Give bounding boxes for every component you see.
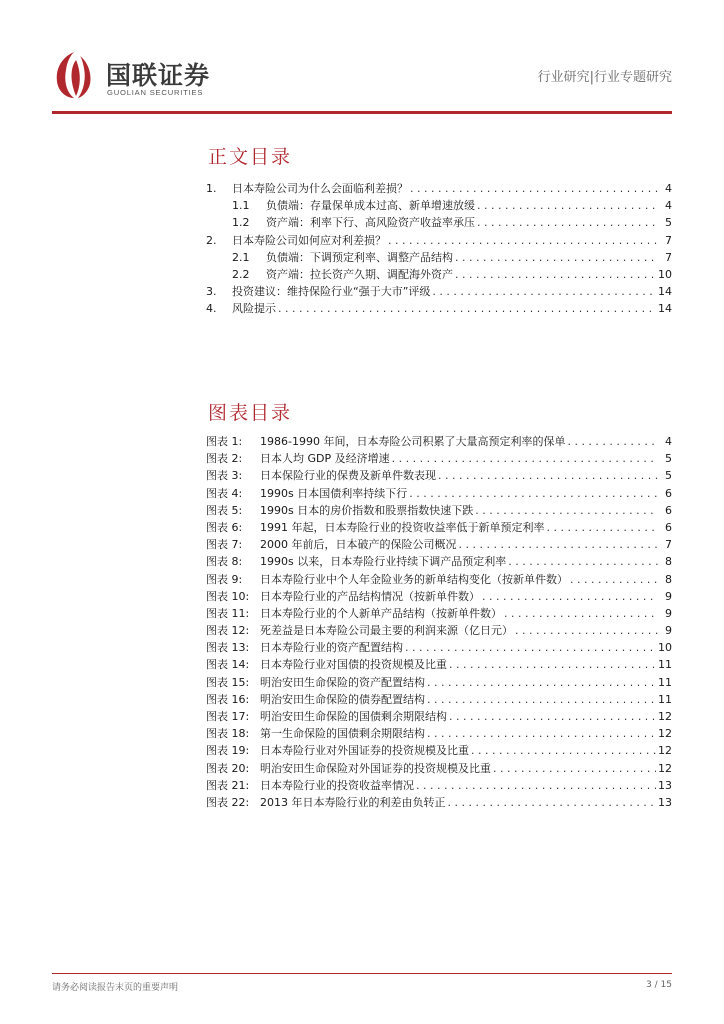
entry-text: 第一生命保险的国债剩余期限结构 xyxy=(260,727,425,741)
entry-number: 图表 8: xyxy=(206,555,243,569)
toc-entry[interactable] xyxy=(206,232,672,249)
entry-text: 日本寿险公司为什么会面临利差损？ xyxy=(232,182,408,195)
entry-text: 资产端：拉长资产久期、调配海外资产 xyxy=(266,267,453,281)
entry-page: 13 xyxy=(658,795,672,809)
entry-page: 9 xyxy=(665,606,672,620)
dot-leader xyxy=(477,214,658,231)
entry-number: 2.1 xyxy=(232,250,250,264)
dot-leader xyxy=(570,571,658,588)
dot-leader xyxy=(477,197,658,214)
entry-number: 图表 6: xyxy=(206,520,243,534)
entry-number: 图表 7: xyxy=(206,538,243,552)
entry-page: 12 xyxy=(658,761,672,775)
dot-leader xyxy=(459,536,659,553)
entry-text: 日本寿险行业的投资收益率情况 xyxy=(260,778,414,792)
entry-number: 图表 10: xyxy=(206,589,250,603)
toc-list xyxy=(206,180,672,318)
entry-page: 4 xyxy=(665,182,672,195)
dot-leader xyxy=(455,249,658,266)
entry-text: 投资建议：维持保险行业“强于大市”评级 xyxy=(232,285,431,299)
toc-entry[interactable] xyxy=(206,180,672,197)
entry-number: 图表 17: xyxy=(206,710,250,723)
entry-page: 7 xyxy=(665,538,672,552)
entry-page: 12 xyxy=(658,727,672,741)
report-category: 行业研究|行业专题研究 xyxy=(537,70,672,85)
entry-page: 10 xyxy=(658,641,672,655)
entry-number: 图表 22: xyxy=(206,795,250,809)
dot-leader xyxy=(449,708,656,725)
entry-text: 日本寿险行业对国债的投资规模及比重 xyxy=(260,658,447,672)
entry-text: 2013 年日本寿险行业的利差由负转正 xyxy=(260,795,446,809)
dot-leader xyxy=(410,180,658,197)
entry-number: 图表 18: xyxy=(206,727,250,741)
entry-number: 图表 13: xyxy=(206,641,250,655)
entry-number: 图表 15: xyxy=(206,675,250,689)
dot-leader xyxy=(278,300,656,317)
entry-text: 明治安田生命保险的国债剩余期限结构 xyxy=(260,710,447,723)
entry-text: 日本寿险行业对外国证券的投资规模及比重 xyxy=(260,744,469,758)
page-number: 3 / 15 xyxy=(646,980,672,990)
dot-leader xyxy=(504,605,658,622)
dot-leader xyxy=(508,553,658,570)
entry-number: 图表 21: xyxy=(206,778,250,792)
entry-text: 2000 年前后，日本破产的保险公司概况 xyxy=(260,538,457,552)
dot-leader xyxy=(547,519,659,536)
entry-text: 负债端：存量保单成本过高、新单增速放缓 xyxy=(266,199,475,213)
dot-leader xyxy=(409,485,658,502)
figures-list xyxy=(206,433,672,811)
entry-number: 图表 19: xyxy=(206,744,250,758)
entry-page: 12 xyxy=(658,744,672,758)
toc-title: 正文目录 xyxy=(208,146,293,168)
footer-divider xyxy=(52,973,672,974)
dot-leader xyxy=(405,639,656,656)
company-logo xyxy=(52,50,227,102)
entry-page: 11 xyxy=(658,675,672,689)
footer-disclaimer: 请务必阅读报告末页的重要声明 xyxy=(52,983,179,993)
entry-text: 负债端：下调预定利率、调整产品结构 xyxy=(266,250,453,264)
figure-entry[interactable] xyxy=(206,571,672,588)
entry-page: 6 xyxy=(665,503,672,517)
entry-page: 8 xyxy=(665,572,672,586)
entry-text: 1990s 日本的房价指数和股票指数快速下跌 xyxy=(260,503,474,517)
dot-leader xyxy=(475,502,658,519)
figure-entry[interactable] xyxy=(206,708,672,725)
entry-number: 2.2 xyxy=(232,267,250,281)
logo-chinese-name: 国联证券 xyxy=(106,61,211,90)
entry-page: 4 xyxy=(665,435,672,448)
entry-text: 日本寿险行业的个人新单产品结构（按新单件数） xyxy=(260,606,502,620)
entry-text: 死差益是日本寿险公司最主要的利润来源（亿日元） xyxy=(260,624,513,638)
dot-leader xyxy=(388,232,658,249)
entry-text: 日本保险行业的保费及新单件数表现 xyxy=(260,469,436,483)
entry-number: 图表 1: xyxy=(206,435,243,448)
dot-leader xyxy=(449,656,656,673)
entry-page: 4 xyxy=(665,199,672,213)
entry-number: 图表 16: xyxy=(206,692,250,706)
guolian-logo-icon xyxy=(52,50,96,100)
entry-page: 6 xyxy=(665,520,672,534)
figure-entry[interactable] xyxy=(206,553,672,570)
dot-leader xyxy=(392,450,658,467)
entry-page: 14 xyxy=(658,302,672,316)
entry-page: 5 xyxy=(665,452,672,466)
entry-number: 4. xyxy=(206,302,217,316)
figure-entry[interactable] xyxy=(206,536,672,553)
entry-number: 图表 14: xyxy=(206,658,250,672)
entry-number: 图表 2: xyxy=(206,452,243,466)
figure-entry[interactable] xyxy=(206,622,672,639)
toc-entry[interactable] xyxy=(206,197,672,214)
entry-text: 明治安田生命保险对外国证券的投资规模及比重 xyxy=(260,761,491,775)
entry-page: 8 xyxy=(665,555,672,569)
toc-entry[interactable] xyxy=(206,214,672,231)
toc-entry[interactable] xyxy=(206,300,672,317)
entry-number: 图表 5: xyxy=(206,503,243,517)
dot-leader xyxy=(438,467,658,484)
entry-number: 图表 9: xyxy=(206,572,243,586)
entry-text: 日本寿险行业的资产配置结构 xyxy=(260,641,403,655)
entry-page: 9 xyxy=(665,589,672,603)
entry-text: 明治安田生命保险的债券配置结构 xyxy=(260,692,425,706)
figure-entry[interactable] xyxy=(206,725,672,742)
dot-leader xyxy=(427,674,656,691)
entry-number: 2. xyxy=(206,233,217,247)
entry-number: 图表 3: xyxy=(206,469,243,483)
entry-page: 11 xyxy=(658,658,672,672)
figure-entry[interactable] xyxy=(206,794,672,811)
figure-entry[interactable] xyxy=(206,691,672,708)
figure-entry[interactable] xyxy=(206,467,672,484)
entry-page: 7 xyxy=(665,233,672,247)
toc-entry[interactable] xyxy=(206,249,672,266)
entry-number: 3. xyxy=(206,285,217,299)
entry-number: 1.2 xyxy=(232,216,250,230)
entry-text: 日本寿险公司如何应对利差损？ xyxy=(232,233,386,247)
dot-leader xyxy=(427,725,656,742)
entry-number: 图表 4: xyxy=(206,486,243,500)
entry-page: 5 xyxy=(665,469,672,483)
entry-text: 1986-1990 年间，日本寿险公司积累了大量高预定利率的保单 xyxy=(260,435,566,448)
toc-entry[interactable] xyxy=(206,266,672,283)
entry-text: 资产端：利率下行、高风险资产收益率承压 xyxy=(266,216,475,230)
figure-entry[interactable] xyxy=(206,433,672,450)
figure-entry[interactable] xyxy=(206,485,672,502)
figure-entry[interactable] xyxy=(206,777,672,794)
entry-page: 13 xyxy=(658,778,672,792)
figure-entry[interactable] xyxy=(206,674,672,691)
dot-leader xyxy=(567,433,658,450)
dot-leader xyxy=(515,622,658,639)
header-divider xyxy=(52,111,672,114)
entry-page: 14 xyxy=(658,285,672,299)
entry-text: 日本寿险行业的产品结构情况（按新单件数） xyxy=(260,589,480,603)
figure-entry[interactable] xyxy=(206,742,672,759)
entry-text: 风险提示 xyxy=(232,302,276,316)
entry-number: 图表 12: xyxy=(206,624,250,638)
figure-entry[interactable] xyxy=(206,656,672,673)
dot-leader xyxy=(427,691,656,708)
entry-number: 图表 11: xyxy=(206,606,250,620)
figure-entry[interactable] xyxy=(206,588,672,605)
dot-leader xyxy=(416,777,656,794)
figures-title: 图表目录 xyxy=(208,402,293,424)
figure-entry[interactable] xyxy=(206,519,672,536)
figure-entry[interactable] xyxy=(206,450,672,467)
toc-entry[interactable] xyxy=(206,283,672,300)
entry-page: 12 xyxy=(658,710,672,723)
entry-page: 10 xyxy=(658,267,672,281)
entry-page: 6 xyxy=(665,486,672,500)
dot-leader xyxy=(455,266,656,283)
dot-leader xyxy=(471,742,656,759)
entry-page: 9 xyxy=(665,624,672,638)
dot-leader xyxy=(493,760,656,777)
entry-text: 1991 年起，日本寿险行业的投资收益率低于新单预定利率 xyxy=(260,520,545,534)
dot-leader xyxy=(482,588,658,605)
entry-number: 图表 20: xyxy=(206,761,250,775)
entry-text: 1990s 日本国债利率持续下行 xyxy=(260,486,408,500)
dot-leader xyxy=(432,283,656,300)
entry-page: 7 xyxy=(665,250,672,264)
entry-text: 日本寿险行业中个人年金险业务的新单结构变化（按新单件数） xyxy=(260,572,568,586)
entry-page: 11 xyxy=(658,692,672,706)
figure-entry[interactable] xyxy=(206,760,672,777)
entry-text: 1990s 以来，日本寿险行业持续下调产品预定利率 xyxy=(260,555,507,569)
entry-number: 1.1 xyxy=(232,199,250,213)
dot-leader xyxy=(448,794,657,811)
entry-text: 明治安田生命保险的资产配置结构 xyxy=(260,675,425,689)
logo-english-name: GUOLIAN SECURITIES xyxy=(107,88,204,97)
figure-entry[interactable] xyxy=(206,605,672,622)
figure-entry[interactable] xyxy=(206,639,672,656)
entry-text: 日本人均 GDP 及经济增速 xyxy=(260,452,390,466)
entry-page: 5 xyxy=(665,216,672,230)
figure-entry[interactable] xyxy=(206,502,672,519)
entry-number: 1. xyxy=(206,182,217,195)
